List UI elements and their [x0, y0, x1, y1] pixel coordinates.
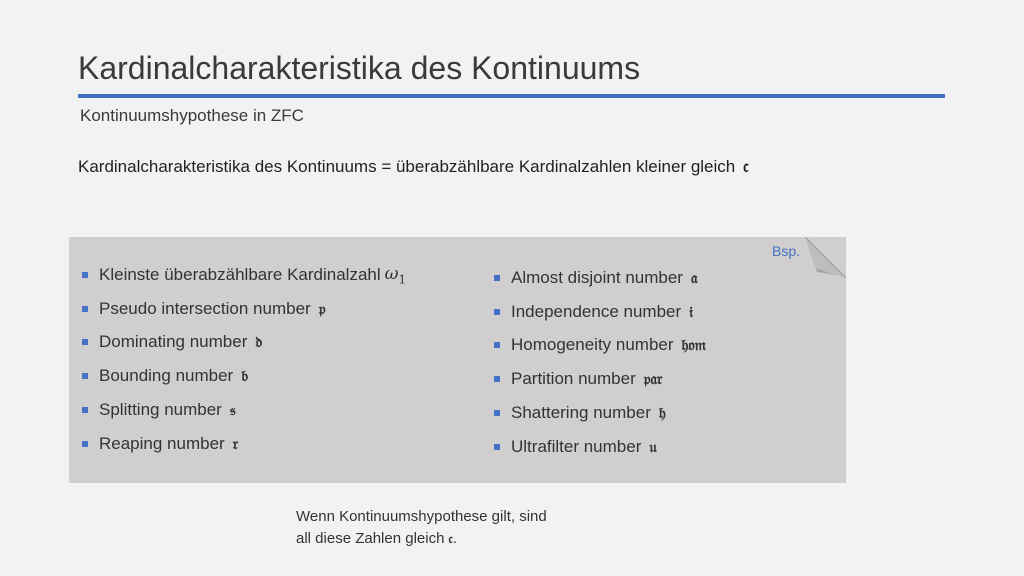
note-line-2: all diese Zahlen gleich 𝔠. [296, 530, 458, 547]
slide-subtitle: Kontinuumshypothese in ZFC [80, 106, 304, 125]
item-label: Splitting number [99, 400, 222, 420]
item-label: Independence number [511, 301, 682, 321]
bullet-icon [494, 275, 500, 281]
item-symbol: 𝔞 [690, 268, 698, 287]
bullet-icon [82, 441, 88, 447]
item-symbol: 𝔡 [255, 333, 263, 352]
list-item [80, 326, 406, 360]
list-item [80, 393, 406, 427]
item-label: Bounding number [99, 366, 234, 386]
item-symbol: 𝔭𝔞𝔯 [643, 370, 663, 389]
left-cardinal-list [80, 258, 406, 461]
item-symbol: $\omega_1$ [384, 263, 407, 287]
list-item [80, 258, 406, 292]
bullet-icon [82, 306, 88, 312]
item-label: Pseudo intersection number [99, 298, 311, 318]
list-item [492, 295, 706, 329]
item-symbol: 𝔟 [241, 367, 249, 386]
bullet-icon [494, 342, 500, 348]
bullet-icon [82, 272, 88, 278]
continuum-symbol: 𝔠 [743, 157, 749, 177]
bullet-icon [494, 444, 500, 450]
definition-line [78, 157, 749, 177]
list-item [492, 362, 706, 396]
bullet-icon [494, 376, 500, 382]
title-underline [78, 94, 945, 98]
page-curl-icon [805, 237, 846, 278]
item-symbol: 𝔯 [232, 434, 239, 453]
bullet-icon [82, 373, 88, 379]
list-item [80, 427, 406, 461]
item-label: Dominating number [99, 332, 248, 352]
bullet-icon [82, 339, 88, 345]
right-cardinal-list [492, 261, 706, 464]
item-label: Homogeneity number [511, 335, 674, 355]
definition-text: Kardinalcharakteristika des Kontinuums = überabzählbare Kardinalzahlen kleiner gleich [78, 157, 736, 176]
bullet-icon [494, 410, 500, 416]
item-symbol: 𝔥 [658, 404, 666, 423]
bullet-icon [82, 407, 88, 413]
list-item [492, 430, 706, 464]
list-item [492, 329, 706, 363]
list-item [80, 359, 406, 393]
item-symbol: 𝔲 [649, 437, 657, 456]
item-symbol: 𝔦 [689, 302, 693, 321]
continuum-note [296, 506, 547, 550]
item-label: Almost disjoint number [511, 267, 683, 287]
continuum-symbol: 𝔠 [448, 531, 453, 547]
list-item [492, 396, 706, 430]
list-item [80, 292, 406, 326]
slide-title: Kardinalcharakteristika des Kontinuums [78, 50, 641, 86]
item-label: Ultrafilter number [511, 436, 642, 456]
item-label: Reaping number [99, 433, 225, 453]
bullet-icon [494, 309, 500, 315]
item-symbol: 𝔭 [318, 299, 326, 318]
item-label: Shattering number [511, 403, 651, 423]
list-item [492, 261, 706, 295]
item-symbol: 𝔥𝔬𝔪 [681, 336, 706, 355]
note-line-1: Wenn Kontinuumshypothese gilt, sind [296, 508, 547, 525]
item-label: Partition number [511, 369, 636, 389]
item-symbol: 𝔰 [229, 401, 236, 420]
example-tag: Bsp. [772, 243, 801, 259]
item-label: Kleinste überabzählbare Kardinalzahl [99, 264, 381, 284]
